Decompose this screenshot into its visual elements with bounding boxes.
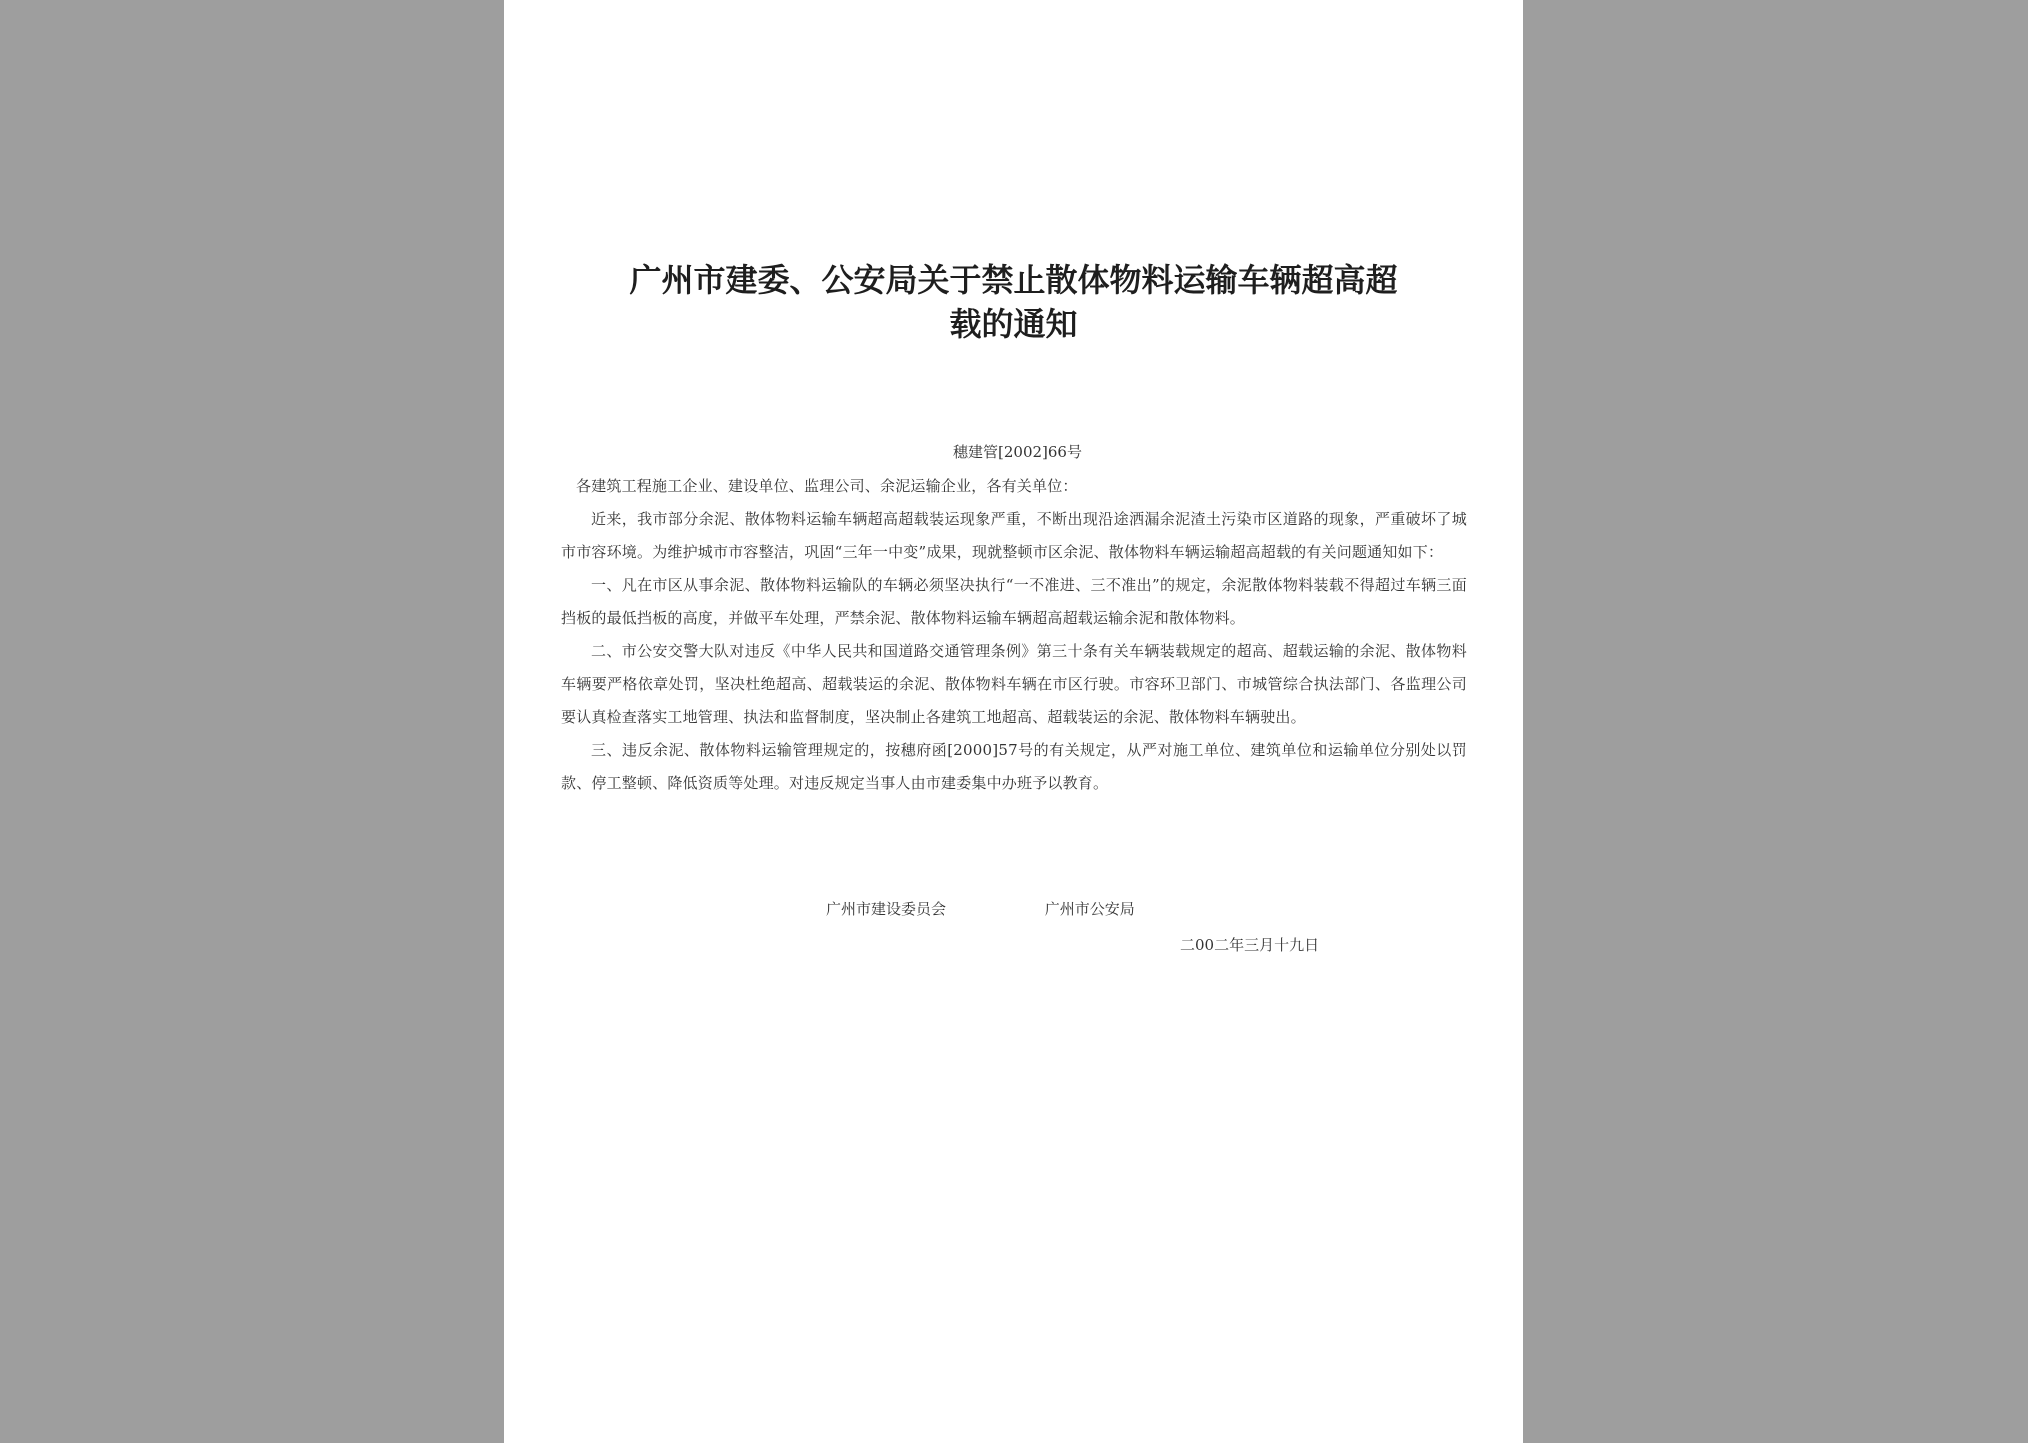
paragraph-item-1: 一、凡在市区从事余泥、散体物料运输队的车辆必须坚决执行“一不准进、三不准出”的规定，余泥散体物料装载不得超过车辆三面挡板的最低挡板的高度，并做平车处理，严禁余泥、散体物料运输车辆超高超载运输余泥和散体物料。 xyxy=(561,576,1467,627)
addressee: 各建筑工程施工企业、建设单位、监理公司、余泥运输企业，各有关单位： xyxy=(576,477,1078,495)
signers xyxy=(826,897,1135,921)
document-number: 穗建管[2002]66号 xyxy=(953,443,1082,461)
document-page xyxy=(504,0,1523,1443)
title-line-2: 载的通知 xyxy=(949,305,1078,343)
paragraph-intro: 近来，我市部分余泥、散体物料运输车辆超高超载装运现象严重，不断出现沿途洒漏余泥渣土污染市区道路的现象，严重破坏了城市市容环境。为维护城市市容整洁，巩固“三年一中变”成果，现就整顿市区余泥、散体物料车辆运输超高超载的有关问题通知如下： xyxy=(561,510,1467,561)
paragraph-item-3: 三、违反余泥、散体物料运输管理规定的，按穗府函[2000]57号的有关规定，从严对施工单位、建筑单位和运输单位分别处以罚款、停工整顿、降低资质等处理。对违反规定当事人由市建委集中办班予以教育。 xyxy=(561,741,1467,792)
signer-public-security-bureau: 广州市公安局 xyxy=(1044,900,1135,918)
paragraph-item-2: 二、市公安交警大队对违反《中华人民共和国道路交通管理条例》第三十条有关车辆装载规定的超高、超载运输的余泥、散体物料车辆要严格依章处罚，坚决杜绝超高、超载装运的余泥、散体物料车辆在市区行驶。市容环卫部门、市城管综合执法部门、各监理公司要认真检查落实工地管理、执法和监督制度，坚决制止各建筑工地超高、超载装运的余泥、散体物料车辆驶出。 xyxy=(561,642,1467,726)
document-title xyxy=(554,258,1473,346)
document-body xyxy=(561,470,1467,800)
signer-construction-committee: 广州市建设委员会 xyxy=(826,900,947,918)
issue-date: 二00二年三月十九日 xyxy=(1180,936,1320,954)
title-line-1: 广州市建委、公安局关于禁止散体物料运输车辆超高超 xyxy=(629,261,1398,299)
